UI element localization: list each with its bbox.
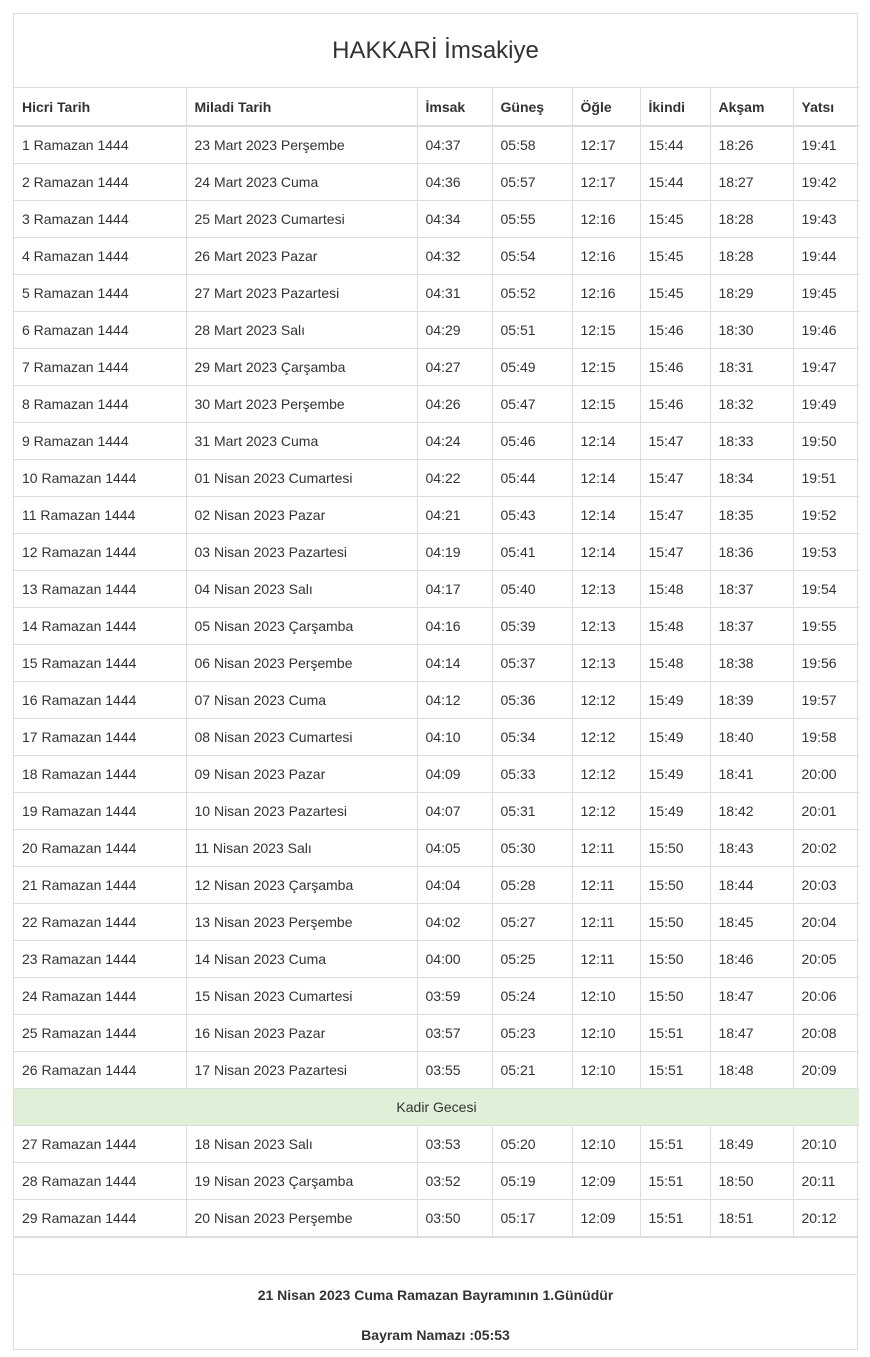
gunes-time-cell: 05:27 xyxy=(492,904,572,941)
ogle-time-cell: 12:11 xyxy=(572,904,640,941)
yatsi-time-cell: 19:56 xyxy=(793,645,859,682)
ogle-time-cell: 12:15 xyxy=(572,386,640,423)
gunes-time-cell: 05:25 xyxy=(492,941,572,978)
ogle-time-cell: 12:10 xyxy=(572,1052,640,1089)
aksam-time-cell: 18:37 xyxy=(710,608,793,645)
gunes-time-cell: 05:20 xyxy=(492,1126,572,1163)
miladi-date-cell: 19 Nisan 2023 Çarşamba xyxy=(186,1163,417,1200)
yatsi-time-cell: 20:05 xyxy=(793,941,859,978)
gunes-time-cell: 05:40 xyxy=(492,571,572,608)
ikindi-time-cell: 15:46 xyxy=(640,312,710,349)
hicri-date-cell: 9 Ramazan 1444 xyxy=(14,423,186,460)
yatsi-time-cell: 19:45 xyxy=(793,275,859,312)
gunes-time-cell: 05:57 xyxy=(492,164,572,201)
yatsi-time-cell: 20:09 xyxy=(793,1052,859,1089)
aksam-time-cell: 18:36 xyxy=(710,534,793,571)
aksam-time-cell: 18:40 xyxy=(710,719,793,756)
gunes-time-cell: 05:51 xyxy=(492,312,572,349)
ikindi-time-cell: 15:45 xyxy=(640,275,710,312)
yatsi-time-cell: 20:11 xyxy=(793,1163,859,1200)
kadir-gecesi-label: Kadir Gecesi xyxy=(14,1089,859,1126)
table-row xyxy=(14,904,859,941)
aksam-time-cell: 18:34 xyxy=(710,460,793,497)
ikindi-time-cell: 15:47 xyxy=(640,534,710,571)
miladi-date-cell: 09 Nisan 2023 Pazar xyxy=(186,756,417,793)
aksam-time-cell: 18:28 xyxy=(710,238,793,275)
miladi-date-cell: 07 Nisan 2023 Cuma xyxy=(186,682,417,719)
yatsi-time-cell: 20:04 xyxy=(793,904,859,941)
miladi-date-cell: 13 Nisan 2023 Perşembe xyxy=(186,904,417,941)
aksam-time-cell: 18:51 xyxy=(710,1200,793,1237)
gunes-time-cell: 05:44 xyxy=(492,460,572,497)
imsak-time-cell: 04:10 xyxy=(417,719,492,756)
miladi-date-cell: 14 Nisan 2023 Cuma xyxy=(186,941,417,978)
hicri-date-cell: 25 Ramazan 1444 xyxy=(14,1015,186,1052)
gunes-time-cell: 05:58 xyxy=(492,126,572,164)
table-row xyxy=(14,164,859,201)
hicri-date-cell: 21 Ramazan 1444 xyxy=(14,867,186,904)
hicri-date-cell: 18 Ramazan 1444 xyxy=(14,756,186,793)
hicri-date-cell: 23 Ramazan 1444 xyxy=(14,941,186,978)
gunes-time-cell: 05:36 xyxy=(492,682,572,719)
gunes-time-cell: 05:19 xyxy=(492,1163,572,1200)
table-row xyxy=(14,867,859,904)
ikindi-time-cell: 15:48 xyxy=(640,645,710,682)
ikindi-time-cell: 15:48 xyxy=(640,571,710,608)
table-row xyxy=(14,201,859,238)
imsakiye-table xyxy=(14,87,859,1236)
ikindi-time-cell: 15:49 xyxy=(640,756,710,793)
imsak-time-cell: 04:22 xyxy=(417,460,492,497)
hicri-date-cell: 17 Ramazan 1444 xyxy=(14,719,186,756)
table-row xyxy=(14,349,859,386)
table-row xyxy=(14,238,859,275)
bayram-namaz-text: Bayram Namazı :05:53 xyxy=(361,1327,510,1343)
aksam-time-cell: 18:39 xyxy=(710,682,793,719)
ikindi-time-cell: 15:46 xyxy=(640,349,710,386)
col-header-hicri: Hicri Tarih xyxy=(14,88,186,127)
bayram-date-text: 21 Nisan 2023 Cuma Ramazan Bayramının 1.Günüdür xyxy=(257,1287,614,1303)
ogle-time-cell: 12:17 xyxy=(572,126,640,164)
imsak-time-cell: 03:59 xyxy=(417,978,492,1015)
hicri-date-cell: 22 Ramazan 1444 xyxy=(14,904,186,941)
table-row xyxy=(14,534,859,571)
imsak-time-cell: 04:24 xyxy=(417,423,492,460)
ikindi-time-cell: 15:44 xyxy=(640,164,710,201)
table-row xyxy=(14,1052,859,1089)
table-row xyxy=(14,497,859,534)
ikindi-time-cell: 15:50 xyxy=(640,978,710,1015)
col-header-yatsi: Yatsı xyxy=(793,88,859,127)
hicri-date-cell: 20 Ramazan 1444 xyxy=(14,830,186,867)
spacer-row xyxy=(14,1236,857,1274)
ogle-time-cell: 12:09 xyxy=(572,1200,640,1237)
yatsi-time-cell: 19:51 xyxy=(793,460,859,497)
ikindi-time-cell: 15:47 xyxy=(640,423,710,460)
imsak-time-cell: 04:16 xyxy=(417,608,492,645)
hicri-date-cell: 29 Ramazan 1444 xyxy=(14,1200,186,1237)
imsak-time-cell: 04:19 xyxy=(417,534,492,571)
miladi-date-cell: 28 Mart 2023 Salı xyxy=(186,312,417,349)
imsak-time-cell: 04:31 xyxy=(417,275,492,312)
table-row xyxy=(14,275,859,312)
aksam-time-cell: 18:37 xyxy=(710,571,793,608)
aksam-time-cell: 18:38 xyxy=(710,645,793,682)
table-row xyxy=(14,460,859,497)
gunes-time-cell: 05:33 xyxy=(492,756,572,793)
miladi-date-cell: 11 Nisan 2023 Salı xyxy=(186,830,417,867)
yatsi-time-cell: 20:01 xyxy=(793,793,859,830)
table-row xyxy=(14,1015,859,1052)
gunes-time-cell: 05:23 xyxy=(492,1015,572,1052)
yatsi-time-cell: 20:06 xyxy=(793,978,859,1015)
ikindi-time-cell: 15:47 xyxy=(640,497,710,534)
table-row xyxy=(14,756,859,793)
ikindi-time-cell: 15:44 xyxy=(640,126,710,164)
page-title: HAKKARİ İmsakiye xyxy=(332,36,539,64)
gunes-time-cell: 05:21 xyxy=(492,1052,572,1089)
hicri-date-cell: 7 Ramazan 1444 xyxy=(14,349,186,386)
imsak-time-cell: 04:21 xyxy=(417,497,492,534)
gunes-time-cell: 05:43 xyxy=(492,497,572,534)
table-row xyxy=(14,978,859,1015)
col-header-aksam: Akşam xyxy=(710,88,793,127)
gunes-time-cell: 05:41 xyxy=(492,534,572,571)
ikindi-time-cell: 15:48 xyxy=(640,608,710,645)
ikindi-time-cell: 15:50 xyxy=(640,941,710,978)
ikindi-time-cell: 15:45 xyxy=(640,238,710,275)
hicri-date-cell: 5 Ramazan 1444 xyxy=(14,275,186,312)
miladi-date-cell: 12 Nisan 2023 Çarşamba xyxy=(186,867,417,904)
ogle-time-cell: 12:10 xyxy=(572,1126,640,1163)
hicri-date-cell: 27 Ramazan 1444 xyxy=(14,1126,186,1163)
imsak-time-cell: 04:07 xyxy=(417,793,492,830)
yatsi-time-cell: 20:02 xyxy=(793,830,859,867)
yatsi-time-cell: 19:42 xyxy=(793,164,859,201)
gunes-time-cell: 05:54 xyxy=(492,238,572,275)
yatsi-time-cell: 19:49 xyxy=(793,386,859,423)
imsak-time-cell: 03:55 xyxy=(417,1052,492,1089)
gunes-time-cell: 05:46 xyxy=(492,423,572,460)
aksam-time-cell: 18:27 xyxy=(710,164,793,201)
gunes-time-cell: 05:28 xyxy=(492,867,572,904)
aksam-time-cell: 18:35 xyxy=(710,497,793,534)
ogle-time-cell: 12:11 xyxy=(572,830,640,867)
imsak-time-cell: 04:05 xyxy=(417,830,492,867)
gunes-time-cell: 05:55 xyxy=(492,201,572,238)
miladi-date-cell: 25 Mart 2023 Cumartesi xyxy=(186,201,417,238)
imsak-time-cell: 04:04 xyxy=(417,867,492,904)
aksam-time-cell: 18:50 xyxy=(710,1163,793,1200)
yatsi-time-cell: 19:52 xyxy=(793,497,859,534)
yatsi-time-cell: 19:55 xyxy=(793,608,859,645)
col-header-miladi: Miladi Tarih xyxy=(186,88,417,127)
gunes-time-cell: 05:17 xyxy=(492,1200,572,1237)
ogle-time-cell: 12:12 xyxy=(572,793,640,830)
gunes-time-cell: 05:31 xyxy=(492,793,572,830)
miladi-date-cell: 24 Mart 2023 Cuma xyxy=(186,164,417,201)
col-header-gunes: Güneş xyxy=(492,88,572,127)
ogle-time-cell: 12:16 xyxy=(572,201,640,238)
imsak-time-cell: 04:36 xyxy=(417,164,492,201)
col-header-ikindi: İkindi xyxy=(640,88,710,127)
ogle-time-cell: 12:12 xyxy=(572,719,640,756)
yatsi-time-cell: 19:54 xyxy=(793,571,859,608)
aksam-time-cell: 18:47 xyxy=(710,1015,793,1052)
table-row xyxy=(14,682,859,719)
ikindi-time-cell: 15:51 xyxy=(640,1200,710,1237)
imsak-time-cell: 04:32 xyxy=(417,238,492,275)
table-row xyxy=(14,719,859,756)
yatsi-time-cell: 19:44 xyxy=(793,238,859,275)
ogle-time-cell: 12:17 xyxy=(572,164,640,201)
imsak-time-cell: 04:27 xyxy=(417,349,492,386)
imsakiye-panel xyxy=(13,13,858,1350)
imsak-time-cell: 04:14 xyxy=(417,645,492,682)
aksam-time-cell: 18:44 xyxy=(710,867,793,904)
col-header-imsak: İmsak xyxy=(417,88,492,127)
kadir-gecesi-row xyxy=(14,1089,859,1126)
ikindi-time-cell: 15:51 xyxy=(640,1015,710,1052)
gunes-time-cell: 05:34 xyxy=(492,719,572,756)
ogle-time-cell: 12:09 xyxy=(572,1163,640,1200)
ikindi-time-cell: 15:46 xyxy=(640,386,710,423)
ogle-time-cell: 12:13 xyxy=(572,645,640,682)
yatsi-time-cell: 20:08 xyxy=(793,1015,859,1052)
aksam-time-cell: 18:46 xyxy=(710,941,793,978)
yatsi-time-cell: 19:43 xyxy=(793,201,859,238)
ikindi-time-cell: 15:47 xyxy=(640,460,710,497)
hicri-date-cell: 14 Ramazan 1444 xyxy=(14,608,186,645)
hicri-date-cell: 15 Ramazan 1444 xyxy=(14,645,186,682)
miladi-date-cell: 02 Nisan 2023 Pazar xyxy=(186,497,417,534)
hicri-date-cell: 28 Ramazan 1444 xyxy=(14,1163,186,1200)
yatsi-time-cell: 20:03 xyxy=(793,867,859,904)
aksam-time-cell: 18:30 xyxy=(710,312,793,349)
ogle-time-cell: 12:16 xyxy=(572,275,640,312)
miladi-date-cell: 27 Mart 2023 Pazartesi xyxy=(186,275,417,312)
hicri-date-cell: 1 Ramazan 1444 xyxy=(14,126,186,164)
miladi-date-cell: 03 Nisan 2023 Pazartesi xyxy=(186,534,417,571)
imsak-time-cell: 04:29 xyxy=(417,312,492,349)
ikindi-time-cell: 15:45 xyxy=(640,201,710,238)
imsak-time-cell: 04:26 xyxy=(417,386,492,423)
miladi-date-cell: 04 Nisan 2023 Salı xyxy=(186,571,417,608)
table-row xyxy=(14,386,859,423)
imsak-time-cell: 04:34 xyxy=(417,201,492,238)
ogle-time-cell: 12:11 xyxy=(572,867,640,904)
aksam-time-cell: 18:43 xyxy=(710,830,793,867)
ogle-time-cell: 12:13 xyxy=(572,608,640,645)
miladi-date-cell: 23 Mart 2023 Perşembe xyxy=(186,126,417,164)
ogle-time-cell: 12:15 xyxy=(572,349,640,386)
hicri-date-cell: 4 Ramazan 1444 xyxy=(14,238,186,275)
col-header-ogle: Öğle xyxy=(572,88,640,127)
miladi-date-cell: 01 Nisan 2023 Cumartesi xyxy=(186,460,417,497)
imsak-time-cell: 03:53 xyxy=(417,1126,492,1163)
miladi-date-cell: 30 Mart 2023 Perşembe xyxy=(186,386,417,423)
yatsi-time-cell: 20:10 xyxy=(793,1126,859,1163)
miladi-date-cell: 08 Nisan 2023 Cumartesi xyxy=(186,719,417,756)
bayram-footer xyxy=(14,1274,857,1355)
gunes-time-cell: 05:30 xyxy=(492,830,572,867)
table-row xyxy=(14,608,859,645)
aksam-time-cell: 18:28 xyxy=(710,201,793,238)
ogle-time-cell: 12:14 xyxy=(572,423,640,460)
hicri-date-cell: 26 Ramazan 1444 xyxy=(14,1052,186,1089)
table-row xyxy=(14,1163,859,1200)
gunes-time-cell: 05:24 xyxy=(492,978,572,1015)
ikindi-time-cell: 15:50 xyxy=(640,867,710,904)
table-row xyxy=(14,571,859,608)
hicri-date-cell: 8 Ramazan 1444 xyxy=(14,386,186,423)
aksam-time-cell: 18:31 xyxy=(710,349,793,386)
header-row xyxy=(14,88,859,127)
miladi-date-cell: 10 Nisan 2023 Pazartesi xyxy=(186,793,417,830)
gunes-time-cell: 05:49 xyxy=(492,349,572,386)
aksam-time-cell: 18:47 xyxy=(710,978,793,1015)
ogle-time-cell: 12:15 xyxy=(572,312,640,349)
table-row xyxy=(14,423,859,460)
table-row xyxy=(14,1200,859,1237)
hicri-date-cell: 2 Ramazan 1444 xyxy=(14,164,186,201)
imsak-time-cell: 03:57 xyxy=(417,1015,492,1052)
aksam-time-cell: 18:32 xyxy=(710,386,793,423)
hicri-date-cell: 19 Ramazan 1444 xyxy=(14,793,186,830)
aksam-time-cell: 18:48 xyxy=(710,1052,793,1089)
aksam-time-cell: 18:41 xyxy=(710,756,793,793)
yatsi-time-cell: 19:41 xyxy=(793,126,859,164)
ikindi-time-cell: 15:49 xyxy=(640,682,710,719)
table-row xyxy=(14,645,859,682)
ogle-time-cell: 12:12 xyxy=(572,682,640,719)
imsak-time-cell: 04:37 xyxy=(417,126,492,164)
hicri-date-cell: 16 Ramazan 1444 xyxy=(14,682,186,719)
hicri-date-cell: 3 Ramazan 1444 xyxy=(14,201,186,238)
miladi-date-cell: 05 Nisan 2023 Çarşamba xyxy=(186,608,417,645)
ikindi-time-cell: 15:51 xyxy=(640,1052,710,1089)
aksam-time-cell: 18:33 xyxy=(710,423,793,460)
ogle-time-cell: 12:10 xyxy=(572,1015,640,1052)
ogle-time-cell: 12:10 xyxy=(572,978,640,1015)
yatsi-time-cell: 19:47 xyxy=(793,349,859,386)
miladi-date-cell: 31 Mart 2023 Cuma xyxy=(186,423,417,460)
yatsi-time-cell: 19:58 xyxy=(793,719,859,756)
yatsi-time-cell: 19:50 xyxy=(793,423,859,460)
imsak-time-cell: 03:50 xyxy=(417,1200,492,1237)
yatsi-time-cell: 19:53 xyxy=(793,534,859,571)
imsak-time-cell: 04:00 xyxy=(417,941,492,978)
aksam-time-cell: 18:49 xyxy=(710,1126,793,1163)
yatsi-time-cell: 19:57 xyxy=(793,682,859,719)
aksam-time-cell: 18:26 xyxy=(710,126,793,164)
aksam-time-cell: 18:29 xyxy=(710,275,793,312)
hicri-date-cell: 24 Ramazan 1444 xyxy=(14,978,186,1015)
ogle-time-cell: 12:14 xyxy=(572,460,640,497)
imsak-time-cell: 04:17 xyxy=(417,571,492,608)
ogle-time-cell: 12:11 xyxy=(572,941,640,978)
imsak-time-cell: 04:02 xyxy=(417,904,492,941)
imsak-time-cell: 04:12 xyxy=(417,682,492,719)
ogle-time-cell: 12:12 xyxy=(572,756,640,793)
table-row xyxy=(14,1126,859,1163)
miladi-date-cell: 15 Nisan 2023 Cumartesi xyxy=(186,978,417,1015)
table-row xyxy=(14,126,859,164)
table-row xyxy=(14,312,859,349)
table-row xyxy=(14,941,859,978)
yatsi-time-cell: 20:00 xyxy=(793,756,859,793)
miladi-date-cell: 20 Nisan 2023 Perşembe xyxy=(186,1200,417,1237)
aksam-time-cell: 18:45 xyxy=(710,904,793,941)
ogle-time-cell: 12:14 xyxy=(572,497,640,534)
table-row xyxy=(14,830,859,867)
imsak-time-cell: 04:09 xyxy=(417,756,492,793)
hicri-date-cell: 10 Ramazan 1444 xyxy=(14,460,186,497)
hicri-date-cell: 6 Ramazan 1444 xyxy=(14,312,186,349)
ogle-time-cell: 12:14 xyxy=(572,534,640,571)
miladi-date-cell: 18 Nisan 2023 Salı xyxy=(186,1126,417,1163)
miladi-date-cell: 17 Nisan 2023 Pazartesi xyxy=(186,1052,417,1089)
ikindi-time-cell: 15:51 xyxy=(640,1163,710,1200)
yatsi-time-cell: 20:12 xyxy=(793,1200,859,1237)
miladi-date-cell: 06 Nisan 2023 Perşembe xyxy=(186,645,417,682)
aksam-time-cell: 18:42 xyxy=(710,793,793,830)
ikindi-time-cell: 15:50 xyxy=(640,830,710,867)
ogle-time-cell: 12:16 xyxy=(572,238,640,275)
ogle-time-cell: 12:13 xyxy=(572,571,640,608)
gunes-time-cell: 05:37 xyxy=(492,645,572,682)
hicri-date-cell: 12 Ramazan 1444 xyxy=(14,534,186,571)
gunes-time-cell: 05:52 xyxy=(492,275,572,312)
ikindi-time-cell: 15:51 xyxy=(640,1126,710,1163)
hicri-date-cell: 11 Ramazan 1444 xyxy=(14,497,186,534)
imsak-time-cell: 03:52 xyxy=(417,1163,492,1200)
miladi-date-cell: 26 Mart 2023 Pazar xyxy=(186,238,417,275)
miladi-date-cell: 29 Mart 2023 Çarşamba xyxy=(186,349,417,386)
gunes-time-cell: 05:47 xyxy=(492,386,572,423)
ikindi-time-cell: 15:49 xyxy=(640,793,710,830)
ikindi-time-cell: 15:50 xyxy=(640,904,710,941)
gunes-time-cell: 05:39 xyxy=(492,608,572,645)
miladi-date-cell: 16 Nisan 2023 Pazar xyxy=(186,1015,417,1052)
hicri-date-cell: 13 Ramazan 1444 xyxy=(14,571,186,608)
table-row xyxy=(14,793,859,830)
yatsi-time-cell: 19:46 xyxy=(793,312,859,349)
ikindi-time-cell: 15:49 xyxy=(640,719,710,756)
